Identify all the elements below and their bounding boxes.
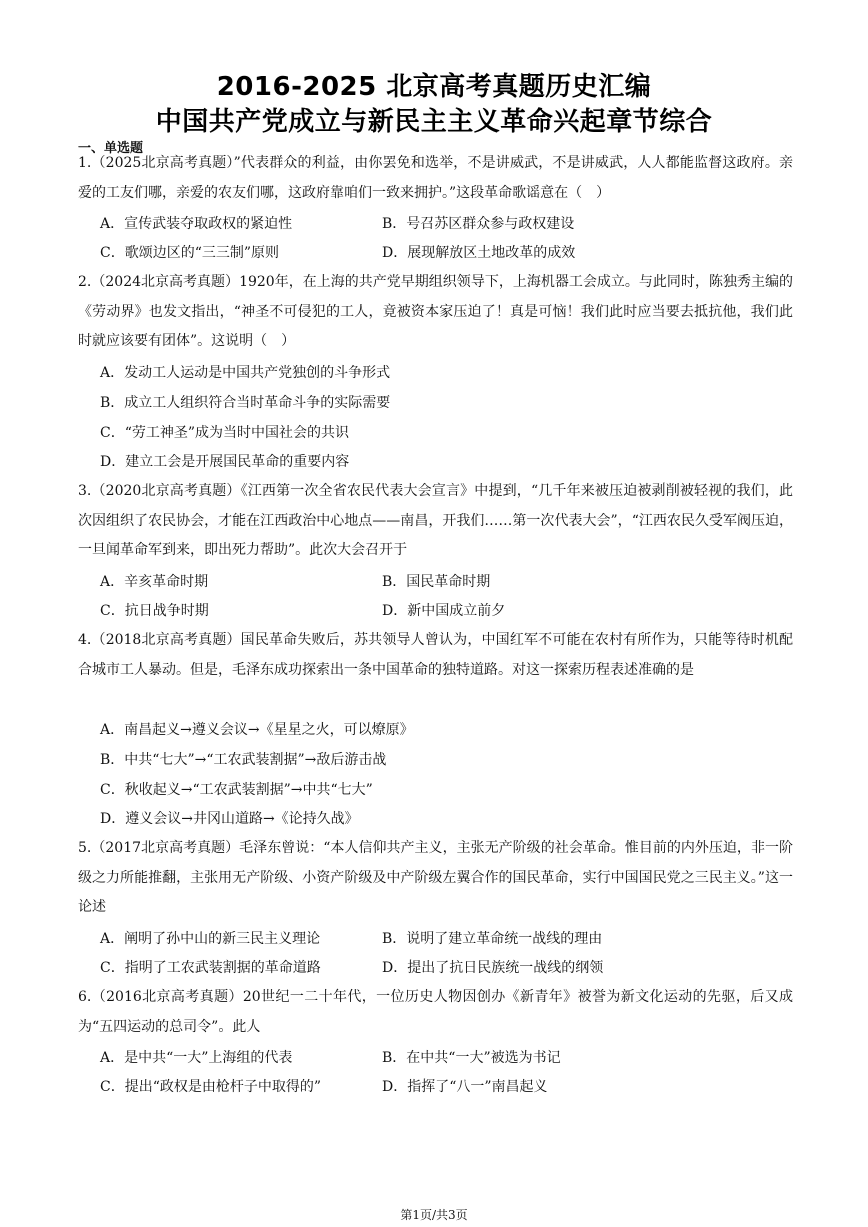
question-4-option-b: B．中共“七大”→“工农武装割据”→敌后游击战	[100, 752, 387, 768]
question-1-option-b: B．号召苏区群众参与政权建设	[382, 216, 575, 232]
question-3-option-d: D．新中国成立前夕	[382, 603, 506, 619]
question-6-option-a: A．是中共“一大”上海组的代表	[100, 1050, 293, 1066]
question-3-option-a: A．辛亥革命时期	[100, 574, 209, 590]
question-6-option-c: C．提出“政权是由枪杆子中取得的”	[100, 1079, 322, 1095]
question-4-stem: 4.（2018北京高考真题）国民革命失败后，苏共领导人曾认为，中国红军不可能在农村有所作为，只能等待时机配合城市工人暴动。但是，毛泽东成功探索出一条中国革命的独特道路。对这一探索历程表述准确的是	[78, 632, 793, 678]
question-4-option-d: D．遵义会议→井冈山道路→《论持久战》	[100, 811, 359, 827]
question-1-stem: 1.（2025北京高考真题）”代表群众的利益，由你罢免和选举，不是讲威武，不是讲威武，人人都能监督这政府。亲爱的工友们哪，亲爱的农友们哪，这政府靠咱们一致来拥护。”这段革命歌谣意在（ ）	[78, 155, 793, 201]
document-title: 2016-2025 北京高考真题历史汇编	[216, 72, 652, 102]
document-subtitle: 中国共产党成立与新民主主义革命兴起章节综合	[155, 107, 713, 137]
question-5-option-c: C．指明了工农武装割据的革命道路	[100, 960, 321, 976]
question-3-option-c: C．抗日战争时期	[100, 603, 209, 619]
question-1-option-d: D．展现解放区土地改革的成效	[382, 245, 576, 261]
question-1-option-a: A．宣传武装夺取政权的紧迫性	[100, 216, 293, 232]
question-2-option-b: B．成立工人组织符合当时革命斗争的实际需要	[100, 395, 391, 411]
question-5-option-b: B．说明了建立革命统一战线的理由	[382, 931, 603, 947]
question-3-option-b: B．国民革命时期	[382, 574, 491, 590]
question-1-option-c: C．歌颂边区的“三三制”原则	[100, 245, 280, 261]
question-6-option-d: D．指挥了“八一”南昌起义	[382, 1079, 548, 1095]
question-4-option-c: C．秋收起义→“工农武装割据”→中共“七大”	[100, 782, 373, 798]
question-2-option-d: D．建立工会是开展国民革命的重要内容	[100, 454, 350, 470]
question-5-stem: 5.（2017北京高考真题）毛泽东曾说：“本人信仰共产主义，主张无产阶级的社会革命。惟目前的内外压迫，非一阶级之力所能推翻，主张用无产阶级、小资产阶级及中产阶级左翼合作的国民革命，实行中国国民党之三民主义。”这一论述	[78, 840, 793, 915]
question-5-option-d: D．提出了抗日民族统一战线的纲领	[382, 960, 604, 976]
question-2-option-c: C．“劳工神圣”成为当时中国社会的共识	[100, 425, 350, 441]
section-heading: 一、单选题	[78, 141, 144, 156]
question-4-option-a: A．南昌起义→遵义会议→《星星之火，可以燎原》	[100, 722, 414, 738]
question-6-option-b: B．在中共“一大”被选为书记	[382, 1050, 561, 1066]
page-number: 第1页/共3页	[400, 1208, 468, 1222]
question-2-stem: 2.（2024北京高考真题）1920年，在上海的共产党早期组织领导下，上海机器工会成立。与此同时，陈独秀主编的《劳动界》也发文指出，“神圣不可侵犯的工人，竟被资本家压迫了！真是可恼！我们此时应当要去抵抗他，我们此时就应该要有团体”。这说明（ ）	[78, 274, 793, 349]
question-6-stem: 6.（2016北京高考真题）20世纪一二十年代，一位历史人物因创办《新青年》被誉为新文化运动的先驱，后又成为“五四运动的总司令”。此人	[78, 989, 793, 1035]
question-2-option-a: A．发动工人运动是中国共产党独创的斗争形式	[100, 365, 391, 381]
question-5-option-a: A．阐明了孙中山的新三民主义理论	[100, 931, 321, 947]
question-3-stem: 3.（2020北京高考真题）《江西第一次全省农民代表大会宣言》中提到，“几千年来被压迫被剥削被轻视的我们，此次因组织了农民协会，才能在江西政治中心地点——南昌，开我们……第一次代表大会”，“江西农民久受军阀压迫，一旦闻革命军到来，即出死力帮助”。此次大会召开于	[78, 483, 793, 558]
